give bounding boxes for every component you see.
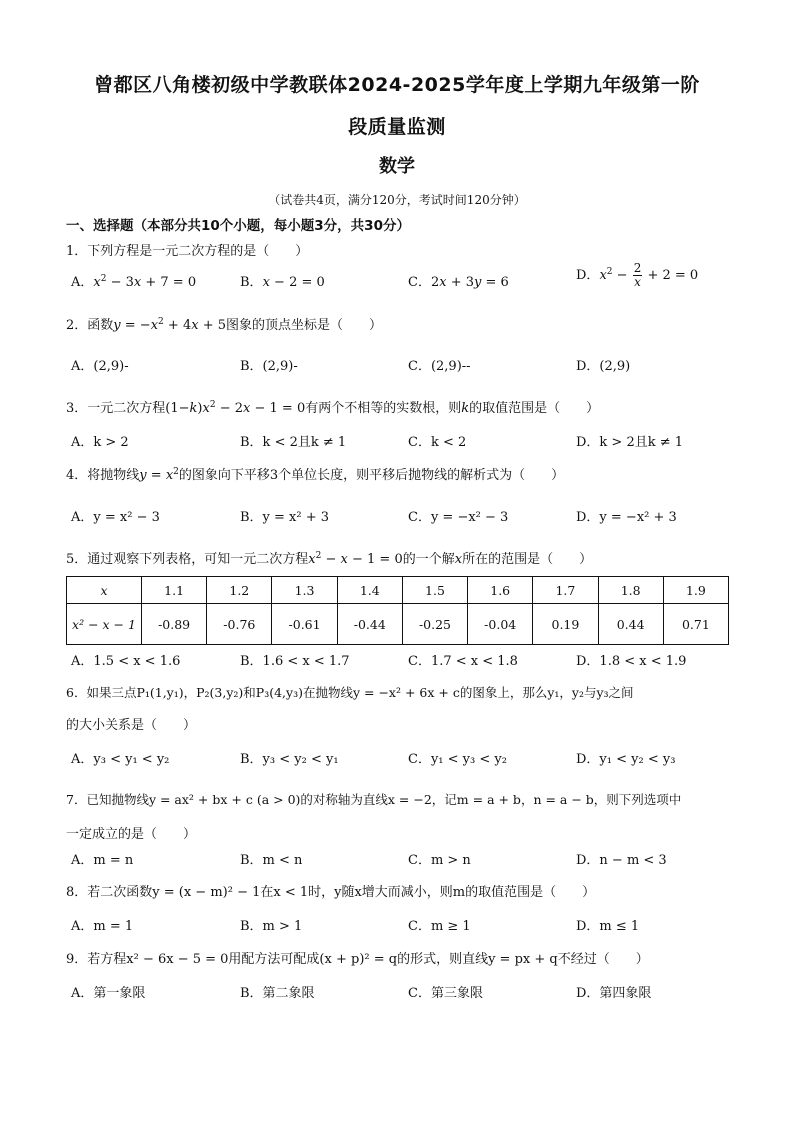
table-cell: -0.44 — [337, 604, 402, 645]
equation-expr: $(1-k)x^2 - 2x - 1 = 0$ — [165, 400, 306, 416]
option-expr: 2x + 3y = 6 — [430, 275, 509, 290]
question-5-option-c: C．1.7 < x < 1.8 — [408, 654, 518, 669]
question-4-stem: 4．将抛物线$y = x^2$的图象向下平移3个单位长度，则平移后抛物线的解析式为（ ） — [66, 467, 565, 483]
question-9-option-d: D．第四象限 — [576, 986, 652, 1001]
equation-expr: $x^2 - x - 1 = 0$ — [308, 551, 403, 567]
table-cell: -0.76 — [207, 604, 272, 645]
question-8-option-d: D．m ≤ 1 — [576, 919, 640, 934]
question-4-option-d: D．y = −x² + 3 — [576, 510, 677, 525]
question-2-option-c: C．(2,9)-- — [408, 359, 471, 374]
fraction: $\frac{2}{x}$ — [633, 261, 642, 289]
question-3-stem: 3．一元二次方程$(1-k)x^2 - 2x - 1 = 0$有两个不相等的实数根，则k的取值范围是（ ） — [66, 400, 600, 416]
option-expr: x − 2 = 0 — [262, 275, 325, 290]
question-2-option-a: A．(2,9)- — [71, 359, 129, 374]
option-expr: $x^2$ − $\frac{2}{x}$ + 2 = 0 — [599, 261, 699, 289]
question-3-option-b: B．k < 2且k ≠ 1 — [240, 435, 347, 450]
table-row — [67, 577, 729, 604]
question-5-option-b: B．1.6 < x < 1.7 — [240, 654, 350, 669]
question-1-option-d — [576, 262, 698, 289]
question-7-stem-line2: 一定成立的是（ ） — [66, 827, 197, 842]
question-9-option-b: B．第二象限 — [240, 986, 315, 1001]
option-expr: $x^2 - 3x + 7 = 0$ — [93, 274, 197, 290]
question-6-option-a: A．y₃ < y₁ < y₂ — [71, 752, 170, 767]
question-1-option-c — [408, 271, 509, 290]
question-4-option-c: C．y = −x² − 3 — [408, 510, 509, 525]
question-2-stem: 2．函数$y = -x^2 + 4x + 5$图象的顶点坐标是（ ） — [66, 317, 383, 333]
table-cell: 1.8 — [598, 577, 663, 604]
section-heading: 一、选择题（本部分共10个小题，每小题3分，共30分） — [66, 218, 410, 234]
table-header-x: x — [67, 577, 142, 604]
option-letter: B． — [240, 275, 263, 290]
option-letter: D． — [576, 268, 600, 283]
values-table — [66, 576, 729, 645]
question-5-option-d: D．1.8 < x < 1.9 — [576, 654, 687, 669]
option-letter: A． — [71, 275, 94, 290]
table-cell: 0.44 — [598, 604, 663, 645]
question-7-option-d: D．n − m < 3 — [576, 853, 667, 868]
question-7-option-c: C．m > n — [408, 853, 471, 868]
table-cell: 1.2 — [207, 577, 272, 604]
exam-title-line1: 曾都区八角楼初级中学教联体2024-2025学年度上学期九年级第一阶 — [94, 74, 700, 96]
exam-info: （试卷共4页，满分120分，考试时间120分钟） — [268, 193, 526, 207]
question-1-stem: 1．下列方程是一元二次方程的是（ ） — [66, 244, 309, 259]
question-4-option-b: B．y = x² + 3 — [240, 510, 330, 525]
question-1-option-b — [240, 271, 325, 290]
table-cell: 1.3 — [272, 577, 337, 604]
question-8-option-b: B．m > 1 — [240, 919, 303, 934]
question-6-stem-line1: 6．如果三点P₁(1,y₁)，P₂(3,y₂)和P₃(4,y₃)在抛物线y = −x² + 6x + c的图象上，那么y₁，y₂与y₃之间 — [66, 685, 634, 700]
question-7-option-b: B．m < n — [240, 853, 303, 868]
table-cell: 1.1 — [142, 577, 207, 604]
table-cell: -0.04 — [468, 604, 533, 645]
table-cell: 0.71 — [663, 604, 728, 645]
question-9-option-a: A．第一象限 — [71, 986, 146, 1001]
question-6-option-d: D．y₁ < y₂ < y₃ — [576, 752, 676, 767]
question-7-stem-line1: 7．已知抛物线y = ax² + bx + c (a > 0)的对称轴为直线x = −2，记m = a + b，n = a − b，则下列选项中 — [66, 792, 682, 807]
question-3-option-c: C．k < 2 — [408, 435, 467, 450]
question-1-option-a — [71, 271, 196, 290]
subject-title: 数学 — [379, 156, 415, 177]
option-letter: C． — [408, 275, 431, 290]
table-cell: -0.61 — [272, 604, 337, 645]
table-cell: -0.89 — [142, 604, 207, 645]
question-8-stem: 8．若二次函数y = (x − m)² − 1在x < 1时，y随x增大而减小，则m的取值范围是（ ） — [66, 885, 596, 900]
question-4-option-a: A．y = x² − 3 — [71, 510, 160, 525]
question-2-option-b: B．(2,9)- — [240, 359, 298, 374]
table-cell: 0.19 — [533, 604, 598, 645]
question-9-stem: 9．若方程x² − 6x − 5 = 0用配方法可配成(x + p)² = q的形式，则直线y = px + q不经过（ ） — [66, 952, 649, 967]
question-8-option-c: C．m ≥ 1 — [408, 919, 471, 934]
table-cell: 1.7 — [533, 577, 598, 604]
question-2-option-d: D．(2,9) — [576, 359, 631, 374]
question-9-option-c: C．第三象限 — [408, 986, 483, 1001]
table-cell: 1.6 — [468, 577, 533, 604]
exam-title-line2: 段质量监测 — [348, 116, 446, 138]
question-3-option-d: D．k > 2且k ≠ 1 — [576, 435, 684, 450]
parabola-expr: $y = x^2$ — [139, 467, 179, 483]
table-cell: 1.5 — [402, 577, 467, 604]
table-cell: 1.9 — [663, 577, 728, 604]
question-5-option-a: A．1.5 < x < 1.6 — [71, 654, 181, 669]
question-3-option-a: A．k > 2 — [71, 435, 129, 450]
question-7-option-a: A．m = n — [71, 853, 134, 868]
question-6-option-c: C．y₁ < y₃ < y₂ — [408, 752, 507, 767]
question-8-option-a: A．m = 1 — [71, 919, 134, 934]
table-row — [67, 604, 729, 645]
question-5-stem: 5．通过观察下列表格，可知一元二次方程$x^2 - x - 1 = 0$的一个解x所在的范围是（ ） — [66, 551, 593, 567]
function-expr: $y = -x^2 + 4x + 5$ — [113, 317, 226, 333]
table-cell: -0.25 — [402, 604, 467, 645]
table-header-expr: x² − x − 1 — [67, 604, 142, 645]
question-6-stem-line2: 的大小关系是（ ） — [66, 718, 197, 733]
question-6-option-b: B．y₃ < y₂ < y₁ — [240, 752, 339, 767]
table-cell: 1.4 — [337, 577, 402, 604]
